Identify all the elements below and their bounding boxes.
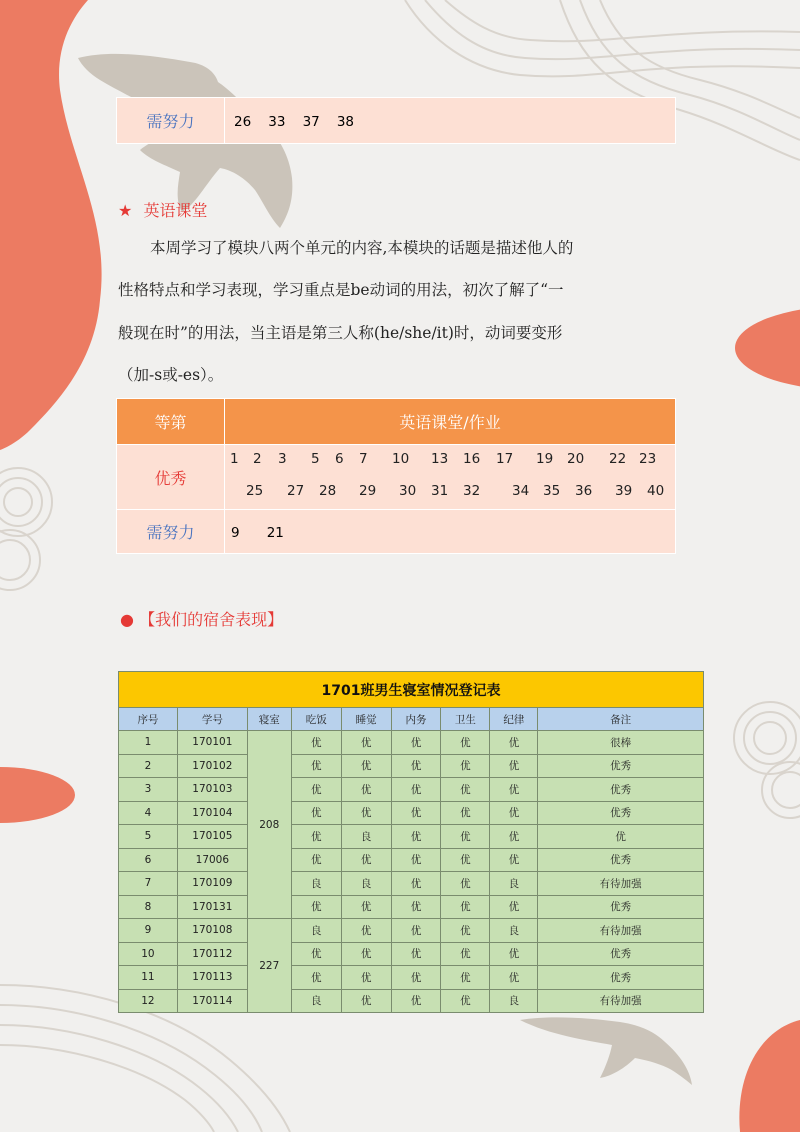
table-row (119, 895, 704, 919)
cell-id: 170114 (177, 989, 247, 1013)
cell-no: 4 (119, 801, 178, 825)
student-number: 7 (359, 451, 368, 467)
dorm-table-title: 1701班男生寝室情况登记表 (119, 672, 704, 708)
student-number: 5 (311, 451, 320, 467)
cell-note: 优秀 (538, 895, 704, 919)
student-number: 31 (431, 483, 449, 499)
cell-eat: 良 (291, 989, 341, 1013)
dorm-record-table (118, 671, 704, 1013)
cell-clean: 优 (441, 942, 490, 966)
cell-house: 优 (391, 895, 441, 919)
student-number: 17 (496, 451, 514, 467)
cell-no: 8 (119, 895, 178, 919)
cell-eat: 优 (291, 848, 341, 872)
cell-no: 9 (119, 919, 178, 943)
table-row (119, 801, 704, 825)
column-header: 寝室 (247, 708, 291, 731)
cell-sleep: 优 (341, 731, 391, 755)
bullet-icon: ● (120, 610, 134, 629)
cell-clean: 优 (441, 801, 490, 825)
cell-room: 208 (247, 731, 291, 919)
student-number: 39 (615, 483, 633, 499)
english-grade-table (116, 398, 676, 554)
cell-no: 2 (119, 754, 178, 778)
cell-eat: 优 (291, 966, 341, 990)
cell-disc: 优 (490, 801, 538, 825)
cell-disc: 优 (490, 754, 538, 778)
cell-id: 170113 (177, 966, 247, 990)
cell-note: 优秀 (538, 966, 704, 990)
cell-house: 优 (391, 872, 441, 896)
cell-house: 优 (391, 989, 441, 1013)
cell-clean: 优 (441, 919, 490, 943)
table-row (119, 989, 704, 1013)
cell-eat: 良 (291, 872, 341, 896)
decor-coral-blob-bottom-right (739, 1020, 800, 1132)
dorm-heading (120, 607, 283, 630)
cell-eat: 优 (291, 942, 341, 966)
cell-house: 优 (391, 966, 441, 990)
cell-eat: 优 (291, 895, 341, 919)
cell-sleep: 优 (341, 966, 391, 990)
math-needs-effort-table (116, 97, 676, 144)
cell-no: 7 (119, 872, 178, 896)
table-row (119, 731, 704, 755)
english-paragraph-line: 性格特点和学习表现，学习重点是be动词的用法，初次了解了“一 (118, 281, 564, 299)
cell-house: 优 (391, 942, 441, 966)
cell-id: 170108 (177, 919, 247, 943)
table-row (119, 848, 704, 872)
cell-no: 6 (119, 848, 178, 872)
cell-note: 很棒 (538, 731, 704, 755)
column-header: 备注 (538, 708, 704, 731)
cell-sleep: 良 (341, 825, 391, 849)
cell-disc: 优 (490, 825, 538, 849)
cell-disc: 优 (490, 731, 538, 755)
cell-id: 17006 (177, 848, 247, 872)
needs-effort-value: 37 (302, 114, 320, 130)
cell-id: 170131 (177, 895, 247, 919)
cell-sleep: 优 (341, 848, 391, 872)
cell-house: 优 (391, 848, 441, 872)
dorm-table-header-row (119, 708, 704, 731)
cell-clean: 优 (441, 848, 490, 872)
student-number: 23 (639, 451, 657, 467)
excellent-label: 优秀 (117, 445, 225, 510)
cell-clean: 优 (441, 966, 490, 990)
student-number: 27 (287, 483, 305, 499)
excellent-values (225, 445, 676, 510)
student-number: 2 (253, 451, 262, 467)
cell-eat: 优 (291, 731, 341, 755)
cell-sleep: 优 (341, 801, 391, 825)
column-header: 卫生 (441, 708, 490, 731)
table-row (119, 872, 704, 896)
student-number: 19 (536, 451, 554, 467)
decor-coral-oval-right (735, 306, 800, 390)
column-header: 序号 (119, 708, 178, 731)
needs-effort-value: 38 (336, 114, 355, 130)
cell-sleep: 优 (341, 778, 391, 802)
cell-sleep: 优 (341, 989, 391, 1013)
cell-disc: 优 (490, 848, 538, 872)
cell-id: 170101 (177, 731, 247, 755)
student-number: 13 (431, 451, 449, 467)
cell-house: 优 (391, 731, 441, 755)
cell-id: 170112 (177, 942, 247, 966)
cell-id: 170105 (177, 825, 247, 849)
cell-house: 优 (391, 778, 441, 802)
cell-no: 1 (119, 731, 178, 755)
decor-wave-circles-right (734, 702, 800, 818)
english-needs-effort-row (117, 510, 676, 554)
needs-effort-value: 33 (268, 114, 286, 130)
cell-room: 227 (247, 919, 291, 1013)
cell-disc: 优 (490, 942, 538, 966)
student-number: 1 (230, 451, 239, 467)
student-number: 28 (319, 483, 337, 499)
needs-effort-values (225, 98, 676, 144)
cell-note: 优秀 (538, 754, 704, 778)
column-header: 学号 (177, 708, 247, 731)
student-number: 16 (463, 451, 481, 467)
cell-no: 5 (119, 825, 178, 849)
cell-eat: 优 (291, 754, 341, 778)
table-row (119, 966, 704, 990)
cell-id: 170104 (177, 801, 247, 825)
student-number: 20 (567, 451, 585, 467)
cell-disc: 良 (490, 872, 538, 896)
needs-effort-row (117, 98, 676, 144)
cell-no: 3 (119, 778, 178, 802)
table-row (119, 919, 704, 943)
column-header: 吃饭 (291, 708, 341, 731)
english-needs-effort-values (225, 510, 676, 554)
column-header: 纪律 (490, 708, 538, 731)
cell-sleep: 良 (341, 872, 391, 896)
cell-sleep: 优 (341, 919, 391, 943)
cell-house: 优 (391, 919, 441, 943)
cell-house: 优 (391, 801, 441, 825)
student-number: 30 (399, 483, 417, 499)
table-row (119, 754, 704, 778)
cell-eat: 优 (291, 778, 341, 802)
student-number: 35 (543, 483, 561, 499)
english-column-header: 英语课堂/作业 (225, 399, 676, 445)
decor-bird-bottom (520, 1017, 692, 1085)
cell-sleep: 优 (341, 895, 391, 919)
table-row (119, 825, 704, 849)
cell-note: 有待加强 (538, 989, 704, 1013)
student-number: 3 (278, 451, 287, 467)
dorm-heading-text: 【我们的宿舍表现】 (139, 610, 284, 629)
english-paragraph-line: 般现在时”的用法，当主语是第三人称(he/she/it)时，动词要变形 (118, 324, 563, 342)
cell-note: 优秀 (538, 801, 704, 825)
cell-clean: 优 (441, 825, 490, 849)
cell-clean: 优 (441, 731, 490, 755)
needs-effort-value: 26 (234, 114, 252, 130)
decor-coral-oval-left (0, 767, 75, 823)
student-number: 32 (463, 483, 481, 499)
cell-disc: 良 (490, 919, 538, 943)
star-icon: ★ (118, 201, 133, 220)
cell-eat: 良 (291, 919, 341, 943)
student-number: 40 (647, 483, 665, 499)
student-number: 6 (335, 451, 344, 467)
cell-note: 优秀 (538, 848, 704, 872)
cell-clean: 优 (441, 872, 490, 896)
cell-clean: 优 (441, 778, 490, 802)
english-heading-text: 英语课堂 (143, 201, 208, 220)
cell-note: 优 (538, 825, 704, 849)
student-number: 21 (266, 525, 284, 541)
cell-note: 优秀 (538, 942, 704, 966)
cell-note: 有待加强 (538, 872, 704, 896)
student-number: 25 (246, 483, 264, 499)
cell-sleep: 优 (341, 942, 391, 966)
excellent-row (117, 445, 676, 510)
cell-clean: 优 (441, 754, 490, 778)
student-number: 22 (609, 451, 627, 467)
cell-id: 170102 (177, 754, 247, 778)
cell-sleep: 优 (341, 754, 391, 778)
english-paragraph-line: 本周学习了模块八两个单元的内容,本模块的话题是描述他人的 (150, 239, 574, 257)
column-header: 睡觉 (341, 708, 391, 731)
needs-effort-label: 需努力 (117, 98, 225, 144)
decor-wave-circles-left (0, 468, 52, 590)
student-number: 34 (512, 483, 530, 499)
cell-house: 优 (391, 825, 441, 849)
cell-id: 170103 (177, 778, 247, 802)
grade-column-header: 等第 (117, 399, 225, 445)
cell-id: 170109 (177, 872, 247, 896)
cell-no: 10 (119, 942, 178, 966)
cell-no: 12 (119, 989, 178, 1013)
cell-clean: 优 (441, 895, 490, 919)
english-heading (118, 198, 207, 221)
cell-no: 11 (119, 966, 178, 990)
dorm-table-title-row (119, 672, 704, 708)
student-number: 36 (575, 483, 593, 499)
cell-clean: 优 (441, 989, 490, 1013)
cell-note: 优秀 (538, 778, 704, 802)
cell-eat: 优 (291, 825, 341, 849)
student-number: 10 (392, 451, 410, 467)
english-needs-effort-label: 需努力 (117, 510, 225, 554)
table-row (119, 942, 704, 966)
english-header-row (117, 399, 676, 445)
cell-disc: 优 (490, 966, 538, 990)
column-header: 内务 (391, 708, 441, 731)
cell-disc: 优 (490, 778, 538, 802)
student-number: 9 (231, 525, 240, 541)
cell-disc: 良 (490, 989, 538, 1013)
student-number: 29 (359, 483, 377, 499)
cell-eat: 优 (291, 801, 341, 825)
cell-note: 有待加强 (538, 919, 704, 943)
table-row (119, 778, 704, 802)
cell-house: 优 (391, 754, 441, 778)
english-paragraph-line: （加-s或-es）。 (118, 366, 224, 384)
cell-disc: 优 (490, 895, 538, 919)
